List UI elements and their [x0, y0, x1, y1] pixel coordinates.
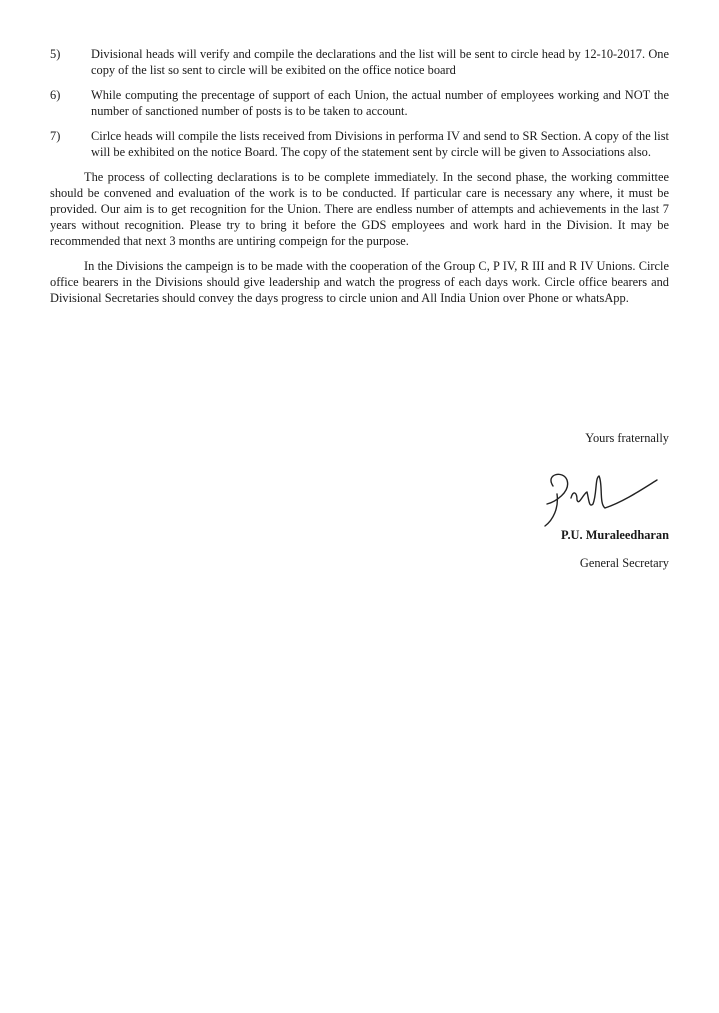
item-number: 5) [50, 47, 61, 61]
paragraph-process: The process of collecting declarations is to be complete immediately. In the second phase, the working committee should be convened and evaluation of the work is to be conducted. If particular care is necessary any where, it must be provided. Our aim is to get recognition for the Union. There are endless number of attempts and achievements in the last 7 years without recognition. Please try to bring it before the GDS employees and work hard in the Division. It may be recommended that next 3 months are untiring compeign for the purpose. [50, 170, 669, 248]
item-text: Divisional heads will verify and compile the declarations and the list will be sent to circle head by 12-10-2017. One copy of the list so sent to circle will be exibited on the office notice board [91, 47, 669, 77]
item-number: 7) [50, 129, 61, 143]
handwritten-signature [533, 464, 663, 534]
item-number: 6) [50, 88, 61, 102]
item-text: While computing the precentage of support of each Union, the actual number of employees working and NOT the number of sanctioned number of posts is to be taken to account. [91, 88, 669, 118]
closing-salutation [449, 430, 669, 446]
letter-body [50, 46, 669, 315]
signatory-title: General Secretary [579, 556, 669, 570]
paragraph-campaign: In the Divisions the campeign is to be made with the cooperation of the Group C, P IV, R III and R IV Unions. Circle office bearers in the Divisions should give leadership and watch the progress of each days work. Circle office bearers and Divisional Secretaries should convey the days progress to circle union and All India Union over Phone or whatsApp. [50, 259, 669, 305]
salutation-text: Yours fraternally [585, 431, 669, 445]
signatory-name: P.U. Muraleedharan [561, 528, 669, 542]
item-text: Cirlce heads will compile the lists received from Divisions in performa IV and send to SR Section. A copy of the list will be exhibited on the notice Board. The copy of the statement sent by circle will be given to Associations also. [91, 129, 669, 159]
list-item-7 [50, 128, 669, 160]
list-item-5 [50, 46, 669, 78]
list-item-6 [50, 87, 669, 119]
